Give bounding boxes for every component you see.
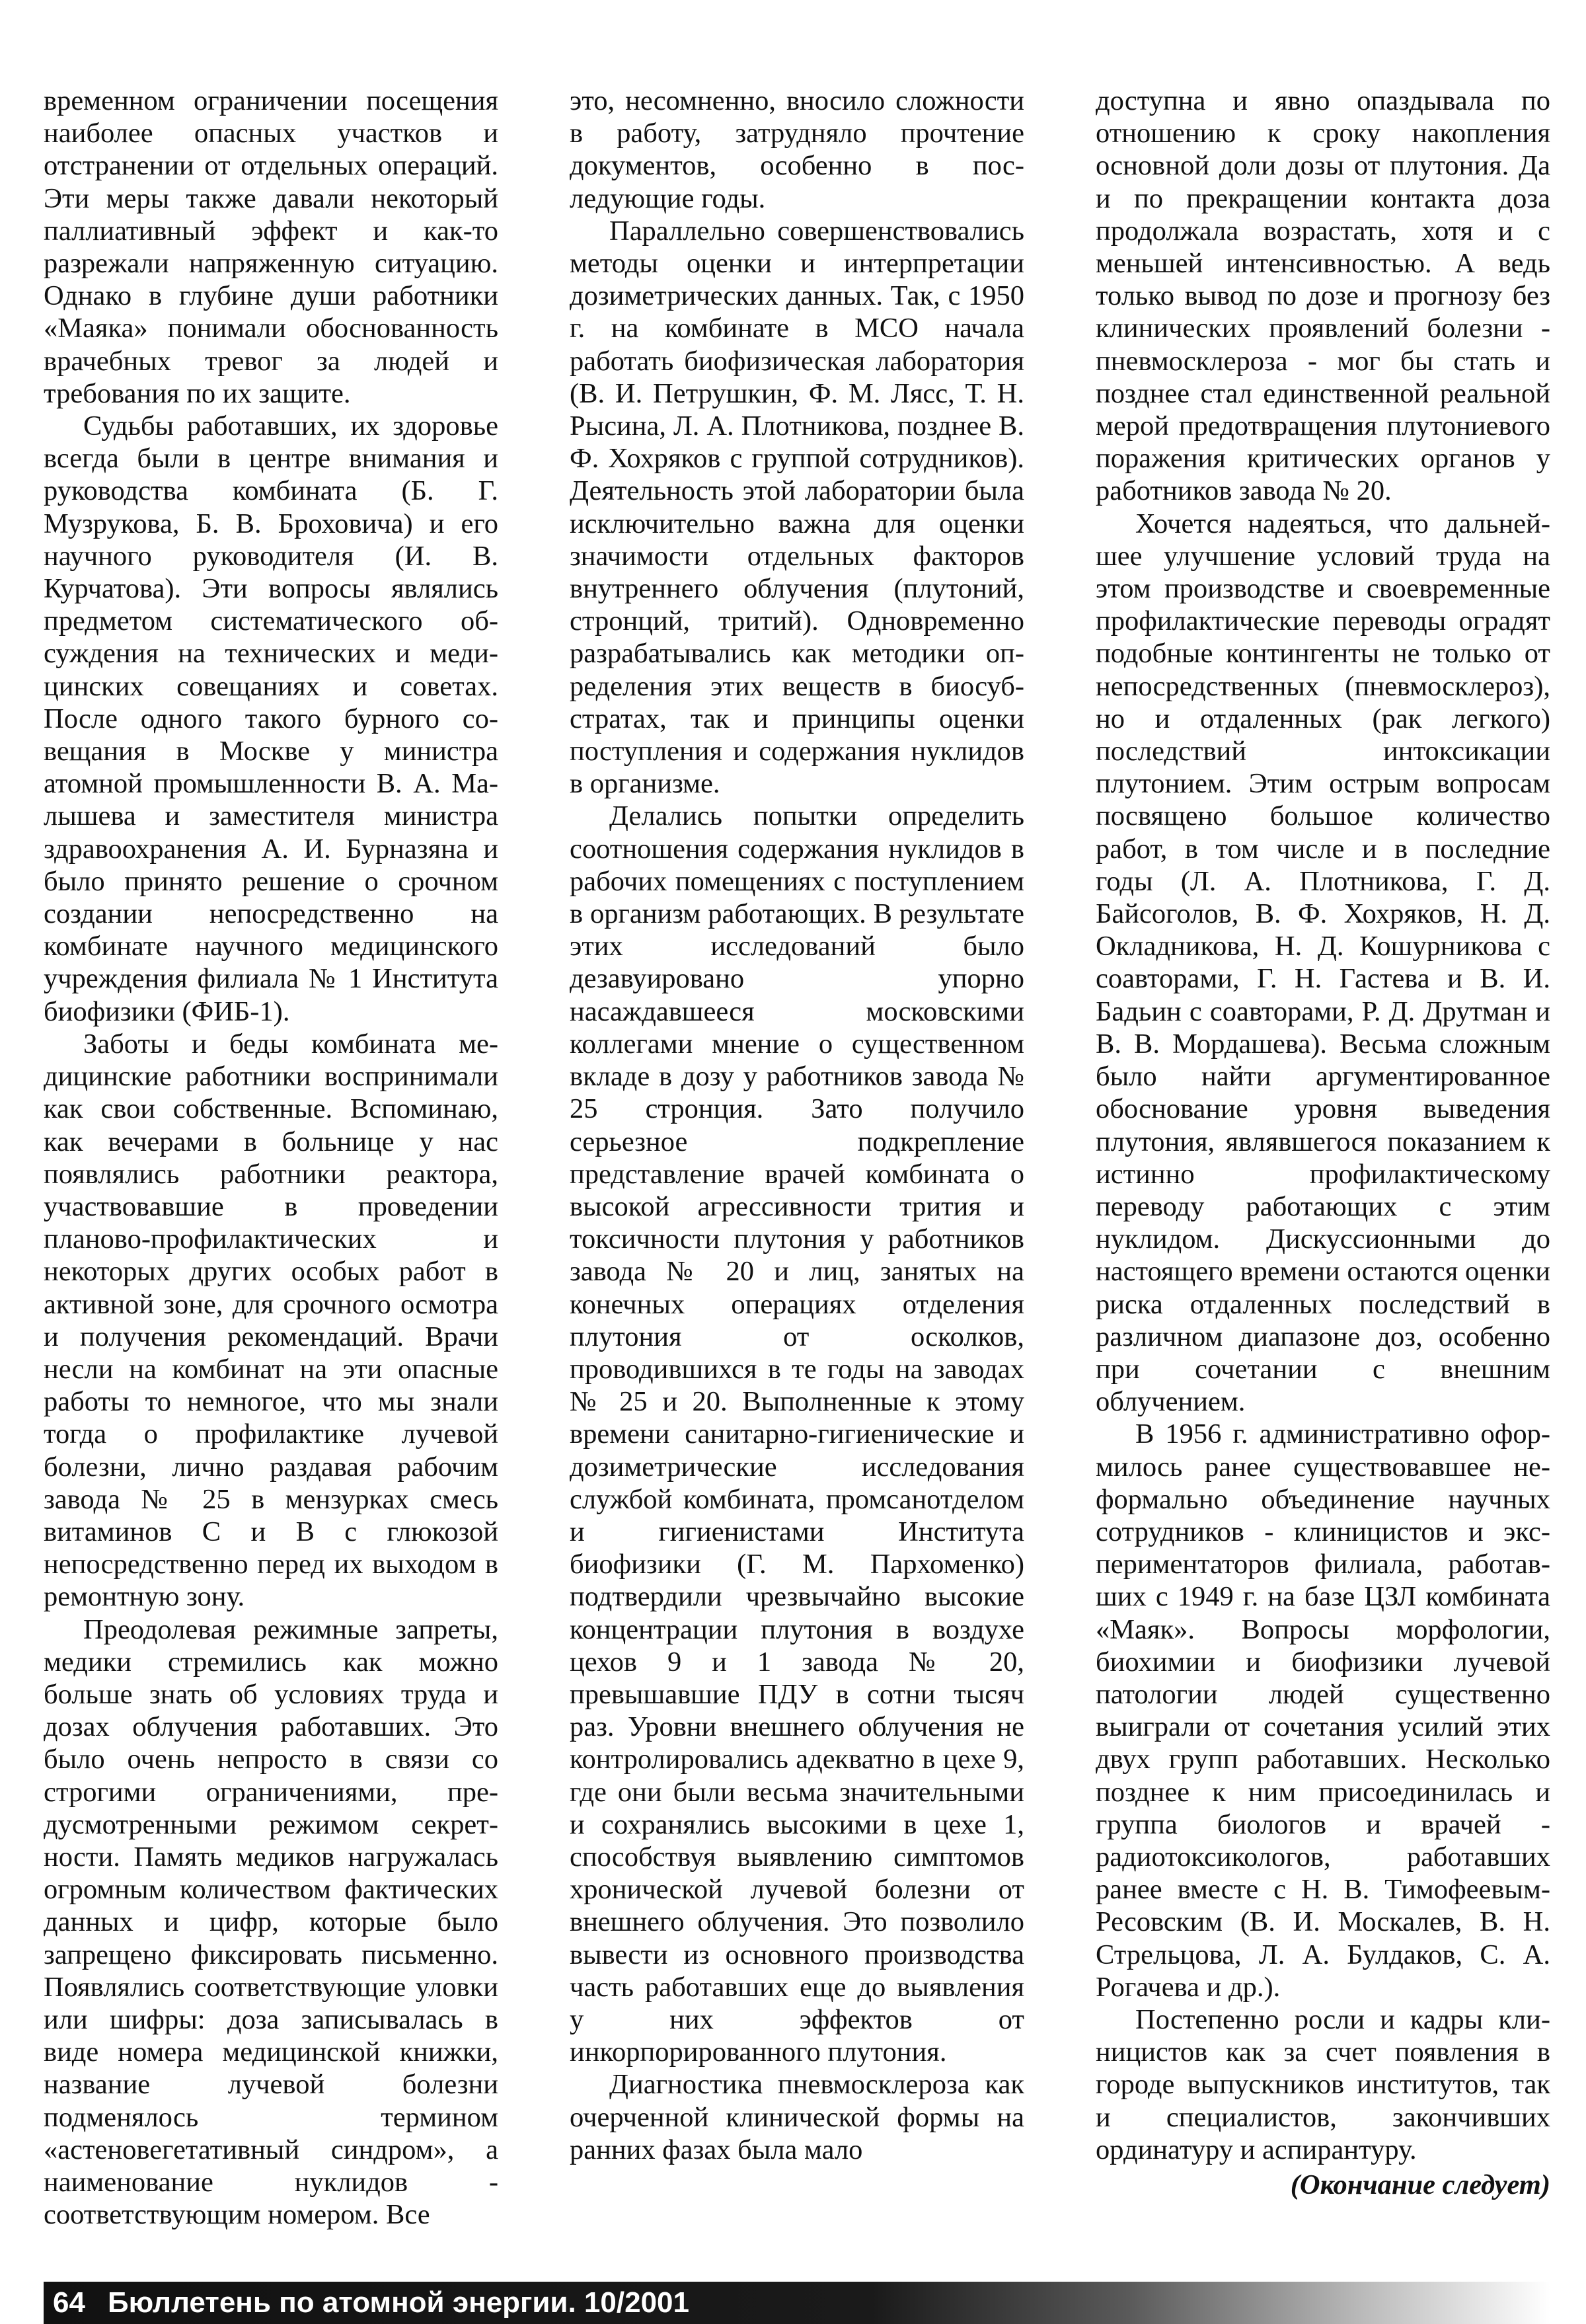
paragraph: временном ограничении посещения наиболее опасных участков и отстранении от отдельных операций. Эти меры также давали некоторый паллиативный эффект и как-то разрежали напряженную ситуацию. Однако в глубине души работники «Маяка» понимали обоснованность врачебных тревог за людей и требования по их защите. [44, 85, 498, 409]
article-body [44, 85, 1550, 2233]
paragraph: это, несомненно, вносило сложности в работу, затрудняло прочтение документов, особенно в последующие годы. [570, 85, 1024, 214]
paragraph: Делались попытки определить соотношения содержания нуклидов в рабочих помещениях с поступлением в организм работающих. В результате этих исследований было дезавуировано упорно насаждавшееся московскими коллегами мнение о существенном вкладе в дозу у работников завода № 25 стронция. Зато получило серьезное подкрепление представление врачей комбината о высокой агрессивности трития и токсичности плутония у работников завода № 20 и лиц, занятых на конечных операциях отделения плутония от осколков, проводившихся в те годы на заводах № 25 и 20. Выполненные к этому времени санитарно-гигиенические и дозиметрические исследования службой комбината, промсанотделом и гигиенистами Института биофизики (Г. М. Пархоменко) подтвердили чрезвычайно высокие концентрации плутония в воздухе цехов 9 и 1 завода № 20, превышавшие ПДУ в сотни тысяч раз. Уровни внешнего облучения не контролировались адекватно в цехе 9, где они были весьма значительными и сохранялись высокими в цехе 1, способствуя выявлению симптомов хронической лучевой болезни от внешнего облучения. Это позволило вывести из основного производства часть работавших еще до выявления у них эффектов от инкорпорированного плутония. [570, 800, 1024, 2068]
paragraph: Параллельно совершенствовались методы оценки и интерпретации дозиметрических данных. Так, с 1950 г. на комбинате в МСО начала работать биофизическая лаборатория (В. И. Петрушкин, Ф. М. Лясс, Т. Н. Рысина, Л. А. Плотникова, позднее В. Ф. Хохряков с группой сотрудников). Деятельность этой лаборатории была исключительно важна для оценки значимости отдельных факторов внутреннего облучения (плутоний, стронций, тритий). Одновременно разрабатывались как методики определения этих веществ в биосубстратах, так и принципы оценки поступления и содержания нуклидов в организме. [570, 215, 1024, 800]
column-2 [570, 85, 1024, 2233]
publication-title: Бюллетень по атомной энергии. 10/2001 [107, 2286, 689, 2319]
paragraph: Судьбы работавших, их здоровье всегда были в центре внимания и руководства комбината (Б. Г. Музрукова, Б. В. Броховича) и его научного руководителя (И. В. Курчатова). Эти вопросы являлись предметом систематического обсуждения на технических и медицинских совещаниях и советах. После одного такого бурного совещания в Москве у министра атомной промышленности В. А. Малышева и заместителя министра здравоохранения А. И. Бурназяна и было принято решение о срочном создании непосредственно на комбинате научного медицинского учреждения филиала № 1 Института биофизики (ФИБ-1). [44, 410, 498, 1027]
paragraph: доступна и явно опаздывала по отношению к сроку накопления основной доли дозы от плутония. Да и по прекращении контакта доза продолжала возрастать, хотя и с меньшей интенсивностью. А ведь только вывод по дозе и прогнозу без клинических проявлений болезни - пневмосклероза - мог бы стать и позднее стал единственной реальной мерой предотвращения плутониевого поражения критических органов у работников завода № 20. [1096, 85, 1550, 507]
paragraph: Диагностика пневмосклероза как очерченной клинической формы на ранних фазах была мало [570, 2069, 1024, 2165]
page-footer [44, 2282, 1550, 2324]
paragraph: В 1956 г. административно оформилось ранее существовавшее неформально объединение научных сотрудников - клиницистов и экспериментаторов филиала, работавших с 1949 г. на базе ЦЗЛ комбината «Маяк». Вопросы морфологии, биохимии и биофизики лучевой патологии людей существенно выиграли от сочетания усилий этих двух групп работавших. Несколько позднее к ним присоединилась и группа биологов и врачей - радиотоксикологов, работавших ранее вместе с Н. В. Тимофеевым-Ресовским (В. И. Москалев, В. Н. Стрельцова, Л. А. Булдаков, С. А. Рогачева и др.). [1096, 1418, 1550, 2003]
column-1 [44, 85, 498, 2233]
paragraph: Хочется надеяться, что дальнейшее улучшение условий труда на этом производстве и своевременные профилактические переводы оградят подобные контингенты не только от непосредственных (пневмосклероз), но и отдаленных (рак легкого) последствий интоксикации плутонием. Этим острым вопросам посвящено большое количество работ, в том числе и в последние годы (Л. А. Плотникова, Г. Д. Байсоголов, В. Ф. Хохряков, Н. Д. Окладникова, Н. Д. Кошурникова с соавторами, Г. Н. Гастева и В. И. Бадьин с соавторами, Р. Д. Друтман и В. В. Мордашева). Весьма сложным было найти аргументированное обоснование уровня выведения плутония, являвшегося показанием к истинно профилактическому переводу работающих с этим нуклидом. Дискуссионными до настоящего времени остаются оценки риска отдаленных последствий в различном диапазоне доз, особенно при сочетании с внешним облучением. [1096, 508, 1550, 1418]
page-number: 64 [53, 2286, 85, 2319]
column-3 [1096, 85, 1550, 2233]
to-be-continued-note: (Окончание следует) [1290, 2169, 1550, 2200]
paragraph: Заботы и беды комбината медицинские работники воспринимали как свои собственные. Вспоминаю, как вечерами в больнице у нас появлялись работники реактора, участвовавшие в проведении планово-профилактических и некоторых других особых работ в активной зоне, для срочного осмотра и получения рекомендаций. Врачи несли на комбинат на эти опасные работы то немногое, что мы знали тогда о профилактике лучевой болезни, лично раздавая рабочим завода № 25 в мензурках смесь витаминов С и В с глюкозой непосредственно перед их выходом в ремонтную зону. [44, 1028, 498, 1613]
paragraph: Преодолевая режимные запреты, медики стремились как можно больше знать об условиях труда и дозах облучения работавших. Это было очень непросто в связи со строгими ограничениями, предусмотренными режимом секретности. Память медиков нагружалась огромным количеством фактических данных и цифр, которые было запрещено фиксировать письменно. Появлялись соответствующие уловки или шифры: доза записывалась в виде номера медицинской книжки, название лучевой болезни подменялось термином «астеновегетативный синдром», а наименование нуклидов - соответствующим номером. Все [44, 1613, 498, 2231]
paragraph: Постепенно росли и кадры клиницистов как за счет появления в городе выпускников институтов, так и специалистов, закончивших ординатуру и аспирантуру. [1096, 2003, 1550, 2165]
